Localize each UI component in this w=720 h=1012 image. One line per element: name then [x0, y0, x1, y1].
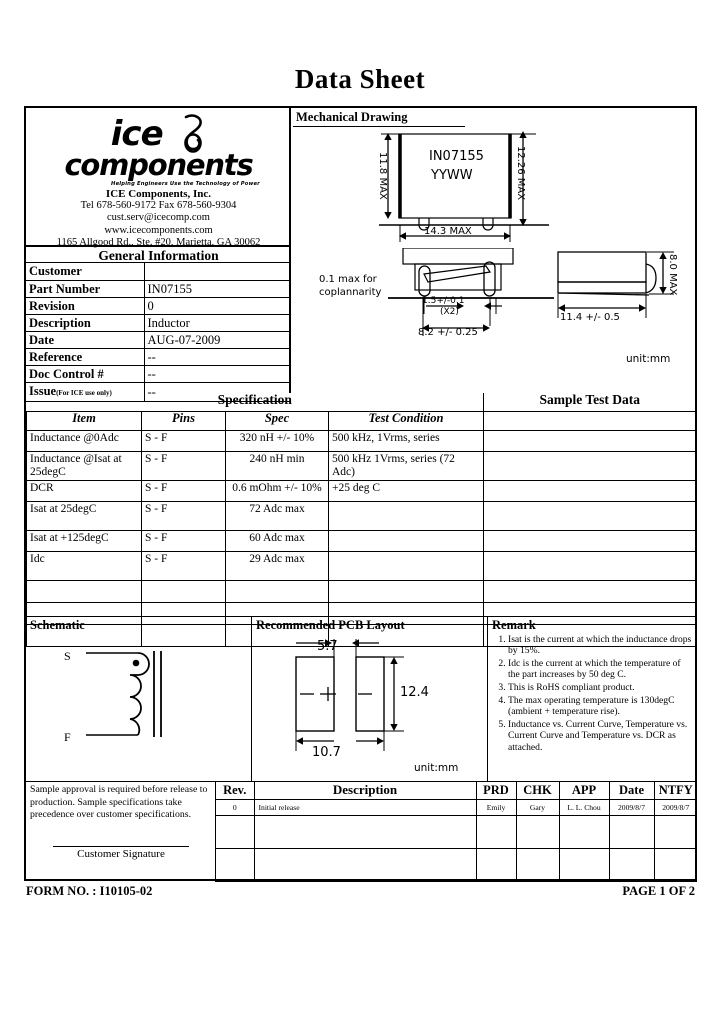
spec-test-condition	[329, 530, 484, 551]
gi-label-customer: Customer	[26, 263, 144, 280]
table-row	[27, 501, 696, 530]
table-row	[26, 331, 291, 348]
rev-value-empty	[216, 815, 254, 848]
company-address: 1165 Allgood Rd., Ste. #20, Marietta, GA 30062	[56, 236, 261, 248]
rev-col-chk: CHK	[516, 782, 559, 799]
form-number: FORM NO. : I10105-02	[26, 884, 153, 898]
rev-app-empty	[559, 815, 609, 848]
gi-label-revision: Revision	[26, 297, 144, 314]
table-row	[216, 815, 697, 848]
rev-description: Initial release	[254, 799, 476, 815]
spec-item	[27, 580, 142, 602]
table-row	[216, 799, 697, 815]
list-item: 4. The max operating temperature is 130degC (ambient + temperature rise).	[508, 695, 694, 718]
rev-description-empty	[254, 815, 476, 848]
revision-table	[216, 782, 697, 882]
rev-date-empty	[609, 815, 654, 848]
gi-label-date: Date	[26, 331, 144, 348]
table-row	[27, 430, 696, 451]
logo-tagline: Helping Engineers Use the Technology of Power	[111, 180, 260, 187]
specification-heading: Specification	[27, 393, 484, 411]
spec-sample	[484, 530, 696, 551]
general-information-table	[26, 263, 291, 402]
table-header-band	[27, 393, 696, 411]
front-view-drawing	[371, 130, 591, 242]
spec-value: 240 nH min	[226, 451, 329, 480]
company-website: www.icecomponents.com	[104, 224, 213, 236]
sample-approval-note-text: Sample approval is required before release to production. Sample specifications take precedence over customer specifications.	[30, 784, 208, 821]
spec-value	[226, 580, 329, 602]
spec-test-condition	[329, 551, 484, 580]
dim-height-left: 11.8 MAX	[377, 152, 388, 200]
table-row	[216, 848, 697, 881]
rev-app-empty	[559, 848, 609, 881]
gi-label-description: Description	[26, 314, 144, 331]
rev-col-app: APP	[559, 782, 609, 799]
schematic-panel	[26, 617, 252, 782]
spec-pins: S - F	[142, 551, 226, 580]
spec-value: 72 Adc max	[226, 501, 329, 530]
specification-section	[26, 393, 695, 647]
table-row	[27, 580, 696, 602]
pcb-dim-pad-height: 12.4	[400, 685, 429, 700]
gi-value-issue: --	[144, 382, 291, 401]
part-marking-line-2: YYWW	[431, 168, 473, 183]
schematic-terminal-f: F	[64, 730, 71, 744]
dim-side-width: 11.4 +/- 0.5	[560, 312, 620, 323]
rev-chk: Gary	[516, 799, 559, 815]
page-number: PAGE 1 OF 2	[622, 884, 695, 898]
rev-col-date: Date	[609, 782, 654, 799]
spec-sample	[484, 480, 696, 501]
customer-signature-label: Customer Signature	[77, 848, 165, 860]
gi-value-part-number: IN07155	[144, 280, 291, 297]
rev-value: 0	[216, 799, 254, 815]
pcb-unit-note: unit:mm	[414, 762, 459, 774]
rev-prd-empty	[476, 848, 516, 881]
company-email: cust.serv@icecomp.com	[107, 212, 210, 224]
table-row	[27, 480, 696, 501]
company-contact-block	[26, 188, 291, 249]
spec-item: Inductance @0Adc	[27, 430, 142, 451]
rev-date-empty	[609, 848, 654, 881]
rev-prd: Emily	[476, 799, 516, 815]
approval-and-revision-block	[26, 781, 695, 881]
rev-chk-empty	[516, 848, 559, 881]
pcb-layout-panel	[252, 617, 488, 782]
rev-ntfy: 2009/8/7	[654, 799, 697, 815]
list-item: 1. Isat is the current at which the inductance drops by 15%.	[508, 634, 694, 657]
rev-col-description: Description	[254, 782, 476, 799]
rev-col-ntfy: NTFY	[654, 782, 697, 799]
table-header-row	[27, 411, 696, 430]
rev-ntfy-empty	[654, 815, 697, 848]
table-row	[27, 551, 696, 580]
spec-test-condition	[329, 580, 484, 602]
spec-test-condition: 500 kHz, 1Vrms, series	[329, 430, 484, 451]
rev-col-prd: PRD	[476, 782, 516, 799]
spec-value: 60 Adc max	[226, 530, 329, 551]
dim-pad-count: (X2)	[440, 307, 459, 317]
specification-table	[26, 393, 696, 647]
rev-chk-empty	[516, 815, 559, 848]
remark-heading: Remark	[492, 618, 536, 632]
pcb-dim-overall-width: 10.7	[312, 745, 341, 760]
mechanical-drawing-heading: Mechanical Drawing	[296, 110, 408, 124]
gi-label-issue-text: Issue	[29, 383, 57, 398]
lower-panels	[26, 616, 695, 781]
list-item: 3. This is RoHS compliant product.	[508, 682, 694, 693]
dim-width-front: 14.3 MAX	[424, 226, 472, 237]
col-header-item: Item	[27, 411, 142, 430]
spec-value: 29 Adc max	[226, 551, 329, 580]
schematic-symbol	[72, 639, 212, 749]
col-header-spec: Spec	[226, 411, 329, 430]
remark-list	[488, 633, 697, 753]
gi-label-reference: Reference	[26, 348, 144, 365]
gi-value-customer	[144, 263, 291, 280]
pcb-dim-pad-gap: 5.7	[317, 639, 338, 654]
spec-pins: S - F	[142, 530, 226, 551]
table-row	[26, 365, 291, 382]
gi-value-reference: --	[144, 348, 291, 365]
rev-app: L. L. Chou	[559, 799, 609, 815]
dim-pad-width: 1.5+/-0.1	[422, 296, 465, 306]
spec-pins: S - F	[142, 430, 226, 451]
spec-test-condition	[329, 501, 484, 530]
spec-sample	[484, 580, 696, 602]
gi-value-description: Inductor	[144, 314, 291, 331]
spec-item: Idc	[27, 551, 142, 580]
signature-line	[53, 846, 189, 847]
schematic-terminal-s: S	[64, 649, 71, 663]
sample-approval-note	[26, 782, 216, 882]
gi-label-doc-control: Doc Control #	[26, 365, 144, 382]
document-frame	[24, 106, 697, 881]
table-row	[26, 263, 291, 280]
coplanarity-note-line-1: 0.1 max for	[319, 274, 377, 285]
mechanical-drawing-heading-wrap	[293, 108, 465, 127]
spec-pins	[142, 580, 226, 602]
logo-text-ice: ice	[110, 113, 163, 154]
table-row	[27, 530, 696, 551]
schematic-heading: Schematic	[30, 618, 85, 632]
coplanarity-note-line-2: coplannarity	[319, 287, 382, 298]
rev-value-empty	[216, 848, 254, 881]
pcb-layout-heading: Recommended PCB Layout	[256, 618, 405, 632]
logo-text-components: components	[64, 148, 253, 182]
table-row	[26, 314, 291, 331]
spec-item: Isat at +125degC	[27, 530, 142, 551]
spec-sample	[484, 451, 696, 480]
spec-sample	[484, 430, 696, 451]
table-row	[26, 348, 291, 365]
spec-pins: S - F	[142, 480, 226, 501]
table-row	[26, 297, 291, 314]
top-band	[26, 108, 695, 399]
mechanical-drawing-panel	[291, 108, 697, 393]
dim-pad-span: 8.2 +/- 0.25	[418, 327, 478, 338]
mechanical-unit-note: unit:mm	[626, 353, 671, 365]
remark-panel	[488, 617, 697, 782]
rev-date: 2009/8/7	[609, 799, 654, 815]
spec-item: DCR	[27, 480, 142, 501]
spec-test-condition: +25 deg C	[329, 480, 484, 501]
company-name: ICE Components, Inc.	[105, 188, 212, 200]
table-row	[27, 451, 696, 480]
rev-col-rev: Rev.	[216, 782, 254, 799]
dim-side-height: 8.0 MAX	[667, 254, 678, 296]
spec-item: Inductance @Isat at 25degC	[27, 451, 142, 480]
page-title: Data Sheet	[294, 64, 426, 94]
rev-description-empty	[254, 848, 476, 881]
part-marking-line-1: IN07155	[429, 149, 484, 164]
col-header-pins: Pins	[142, 411, 226, 430]
table-row	[26, 280, 291, 297]
spec-sample	[484, 501, 696, 530]
col-header-test-condition: Test Condition	[329, 411, 484, 430]
sample-test-data-heading: Sample Test Data	[484, 393, 696, 411]
spec-pins: S - F	[142, 501, 226, 530]
rev-ntfy-empty	[654, 848, 697, 881]
list-item: 5. Inductance vs. Current Curve, Temperature vs. Current Curve and Temperature vs. DCR as attached.	[508, 719, 694, 753]
gi-label-issue-note: (For ICE use only)	[56, 388, 112, 397]
dim-height-right: 12.26 MAX	[515, 146, 526, 201]
spec-sample	[484, 551, 696, 580]
list-item: 2. Idc is the current at which the temperature of the part increases by 50 deg C.	[508, 658, 694, 681]
gi-value-revision: 0	[144, 297, 291, 314]
spec-pins: S - F	[142, 451, 226, 480]
general-information-heading: General Information	[26, 245, 291, 263]
company-phone-fax: Tel 678-560-9172 Fax 678-560-9304	[80, 200, 237, 212]
gi-value-doc-control: --	[144, 365, 291, 382]
spec-value: 0.6 mOhm +/- 10%	[226, 480, 329, 501]
spec-item: Isat at 25degC	[27, 501, 142, 530]
spec-test-condition: 500 kHz 1Vrms, series (72 Adc)	[329, 451, 484, 480]
spec-value: 320 nH +/- 10%	[226, 430, 329, 451]
rev-prd-empty	[476, 815, 516, 848]
col-header-sample-blank	[484, 411, 696, 430]
gi-value-date: AUG-07-2009	[144, 331, 291, 348]
gi-label-part-number: Part Number	[26, 280, 144, 297]
company-and-general-info-column	[26, 108, 291, 399]
table-header-row	[216, 782, 697, 799]
